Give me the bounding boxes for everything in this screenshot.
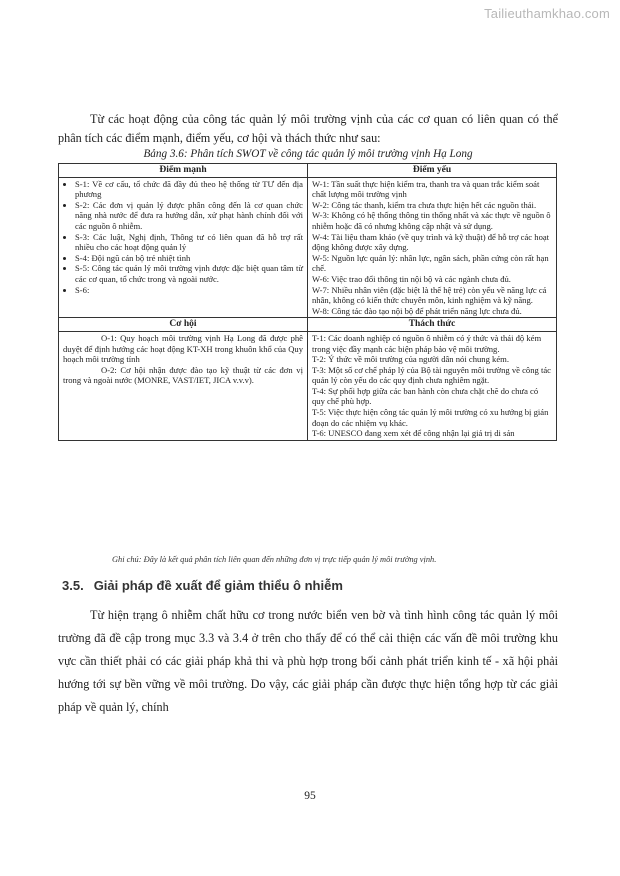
section-title: Giải pháp đề xuất để giảm thiểu ô nhiễm bbox=[93, 578, 343, 593]
opportunities-cell bbox=[59, 331, 308, 440]
section-number: 3.5. bbox=[62, 578, 84, 593]
threats-cell bbox=[308, 331, 557, 440]
weakness-item: W-4: Tài liệu tham khảo (về quy trình và kỹ thuật) để hỗ trợ các hoạt động không được xây dựng. bbox=[312, 231, 550, 253]
table-row bbox=[59, 331, 557, 440]
section-heading bbox=[62, 578, 343, 593]
page-number: 95 bbox=[304, 790, 316, 802]
strength-item: • S-5: Công tác quản lý môi trường vịnh được đặc biệt quan tâm từ các cơ quan, tổ chức trong và ngoài nước. bbox=[75, 263, 303, 284]
weaknesses-cell bbox=[308, 177, 557, 318]
table-row bbox=[59, 177, 557, 318]
threat-item: T-5: Việc thực hiện công tác quản lý môi trường có xu hướng bị gián đoạn do các nhiệm vụ khác. bbox=[312, 407, 549, 428]
weakness-item: W-7: Nhiều nhân viên (đặc biệt là thế hệ trẻ) còn yếu về năng lực cá nhân, không có kiến thức chuyên môn, kinh nghiệm và kỹ năng. bbox=[312, 284, 547, 306]
threat-item: T-2: Ý thức về môi trường của người dân nói chung kém. bbox=[312, 354, 509, 365]
weakness-item: W-6: Việc trao đổi thông tin nội bộ và các ngành chưa đủ. bbox=[312, 273, 511, 284]
strength-item: • S-6: bbox=[75, 285, 303, 296]
intro-paragraph: Từ các hoạt động của công tác quản lý môi trường vịnh của các cơ quan có liên quan có thể phân tích các điểm mạnh, điểm yếu, cơ hội và thách thức như sau: bbox=[58, 112, 558, 145]
strength-item: • S-4: Đội ngũ cán bộ trẻ nhiệt tình bbox=[75, 253, 303, 264]
weakness-item: W-5: Nguồn lực quản lý: nhân lực, ngân sách, phần cứng còn rất hạn chế. bbox=[312, 252, 549, 274]
table-note: Ghi chú: Đây là kết quả phân tích liên quan đến những đơn vị trực tiếp quản lý môi trường vịnh. bbox=[112, 555, 437, 564]
threat-item: T-3: Một số cơ chế pháp lý của Bộ tài nguyên môi trường về công tác quản lý còn yếu do các quy định chưa nghiêm ngặt. bbox=[312, 364, 551, 386]
header-strengths: Điểm mạnh bbox=[59, 164, 308, 178]
weakness-item: W-8: Công tác đào tạo nội bộ để phát triển năng lực chưa đủ. bbox=[312, 305, 522, 316]
header-weaknesses: Điểm yếu bbox=[308, 164, 557, 178]
table-header-row bbox=[59, 318, 557, 332]
watermark-text: Tailieuthamkhao.com bbox=[484, 6, 610, 21]
weakness-item: W-1: Tần suất thực hiện kiểm tra, thanh tra và quan trắc kiểm soát chất lượng môi trường vịnh bbox=[312, 178, 540, 200]
opportunity-item: O-1: Quy hoạch môi trường vịnh Hạ Long đã được phê duyệt để định hướng các hoạt động KT-XH trong khuôn khổ của Quy hoạch môi trường tỉnh bbox=[63, 332, 303, 365]
swot-table bbox=[58, 163, 557, 441]
section-body-paragraph: Từ hiện trạng ô nhiễm chất hữu cơ trong nước biển ven bờ và tình hình công tác quản lý môi trường đã đề cập trong mục 3.3 và 3.4 ở trên cho thấy để có thể cải thiện các vấn đề môi trường khu vực cần thiết phải có các giải pháp khả thi và phù hợp trong bối cảnh phát triển kinh tế - xã hội phải hướng tới sự bền vững về môi trường. Do vậy, các giải pháp cần được thực hiện tổng hợp từ các giải pháp về quản lý, chính bbox=[58, 608, 558, 714]
table-caption: Bảng 3.6: Phân tích SWOT về công tác quản lý môi trường vịnh Hạ Long bbox=[143, 148, 473, 160]
weakness-item: W-3: Không có hệ thống thông tin thống nhất và xác thực về nguồn ô nhiễm hoặc đã có nhưng không cập nhật và sử dụng. bbox=[312, 210, 551, 231]
header-opportunities: Cơ hội bbox=[59, 318, 308, 332]
table-header-row bbox=[59, 164, 557, 178]
weakness-item: W-2: Công tác thanh, kiểm tra chưa thực hiện hết các nguồn thải. bbox=[312, 199, 537, 210]
strength-item: • S-3: Các luật, Nghị định, Thông tư có liên quan đã hỗ trợ rất nhiều cho các hoạt động quản lý bbox=[75, 232, 303, 253]
strength-item: • S-1: Về cơ cấu, tổ chức đã đầy đủ theo hệ thống từ TƯ đến địa phương bbox=[75, 179, 303, 200]
header-threats: Thách thức bbox=[308, 318, 557, 332]
strength-item: • S-2: Các đơn vị quản lý được phân công đến là cơ quan chức năng nhà nước để đưa ra hướng dẫn, xử phạt hành chính đối với các nguồn ô nhiễm. bbox=[75, 200, 303, 232]
opportunity-item: O-2: Cơ hội nhận được đào tạo kỹ thuật từ các đơn vị trong và ngoài nước (MONRE, VAST/IET, JICA v.v.v). bbox=[63, 364, 303, 386]
threat-item: T-1: Các doanh nghiệp có nguồn ô nhiễm có ý thức và thái độ kém trong việc đầy mạnh các biện pháp bảo vệ môi trường. bbox=[312, 332, 542, 354]
strengths-cell bbox=[59, 177, 308, 318]
threat-item: T-4: Sự phối hợp giữa các ban hành còn chưa chặt chẽ do chưa có quy chế phù hợp. bbox=[312, 385, 539, 407]
threat-item: T-6: UNESCO đang xem xét để công nhận lại giá trị di sản bbox=[312, 428, 515, 439]
